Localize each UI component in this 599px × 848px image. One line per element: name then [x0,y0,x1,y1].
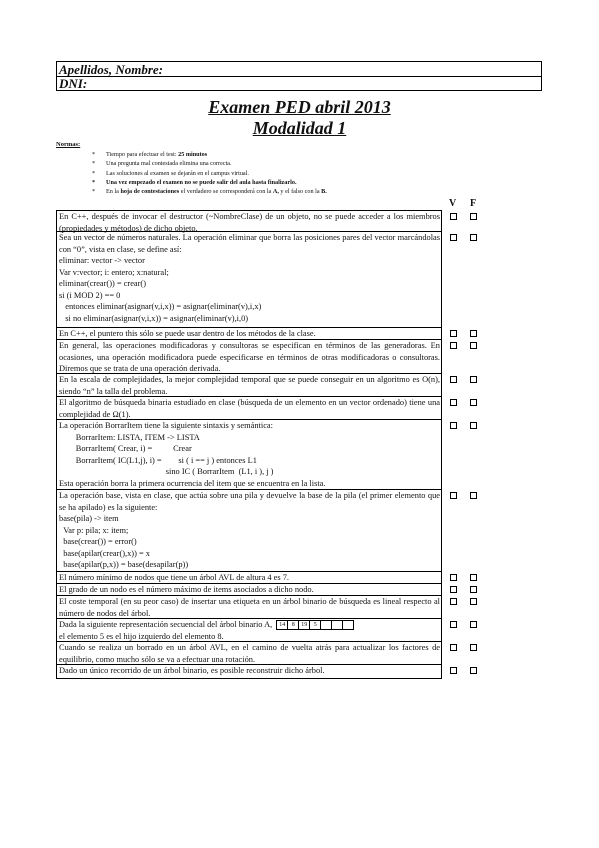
false-checkbox[interactable] [470,234,477,241]
question-row: El algoritmo de búsqueda binaria estudiado en clase (búsqueda de un elemento en un vector ordenado) tiene una complejidad de Ω(1). [56,397,442,420]
question-row: Dada la siguiente representación secuencial del árbol binario A, 14 8 19 5 el elemento 5 es el hijo izquierdo del elemento 8. [56,619,442,642]
true-checkbox[interactable] [450,667,457,674]
question-row: El grado de un nodo es el número máximo de items asociados a dicho nodo. [56,584,442,596]
true-checkbox[interactable] [450,399,457,406]
false-column-header: F [470,198,477,209]
true-checkbox[interactable] [450,342,457,349]
false-checkbox[interactable] [470,330,477,337]
question-row: La operación base, vista en clase, que actúa sobre una pila y devuelve la base de la pila (el primer elemento que se ha apilado) es la siguiente: base(pila) -> item Var p: pila; x: item; base(crear()) = error() base(apilar(crear(),x)) = x base(apilar(p,x)) = base(desapilar(p)) [56,490,442,572]
question-row: Sea un vector de números naturales. La operación eliminar que borra las posiciones pares del vector marcándolas con “0”, vista en clase, se define así: eliminar: vector -> vector Var v:vector; i: entero; x:natural; eliminar(crear()) = crear() si (i MOD 2) == 0 entonces eliminar(asignar(v,i,x)) = asignar(eliminar(v),i,x) si no eliminar(asignar(v,i,x)) = asignar(eliminar(v),i,0) [56,232,442,328]
rule-item: * Una vez empezado el examen no se puede salir del aula hasta finalizarlo. [92,178,297,186]
false-checkbox[interactable] [470,667,477,674]
true-checkbox[interactable] [450,644,457,651]
true-checkbox[interactable] [450,492,457,499]
false-checkbox[interactable] [470,213,477,220]
true-checkbox[interactable] [450,621,457,628]
question-row: En C++, el puntero this sólo se puede usar dentro de los métodos de la clase. [56,328,442,340]
questions-table [56,210,487,679]
dni-field-label: DNI: [59,76,88,91]
rule-item: * Tiempo para efectuar el test: 25 minutos [92,151,208,158]
question-row: En general, las operaciones modificadoras y consultoras se especifican en términos de las generadoras. En ocasiones, una operación modificadora puede especificarse en términos de otras modificadoras o consultoras. Diremos que se trata de una operación derivada. [56,340,442,374]
question-row: La operación BorrarItem tiene la siguiente sintaxis y semántica: BorrarItem: LISTA, ITEM -> LISTA BorrarItem( Crear, i) = Crear BorrarItem( IC(L1,j), i) = si ( i == j ) entonces L1 sino IC ( BorrarItem (L1, i ), j ) Esta operación borra la primera ocurrencia del item que se encuentra en la lista. [56,420,442,490]
false-checkbox[interactable] [470,376,477,383]
false-checkbox[interactable] [470,574,477,581]
exam-subtitle: Modalidad 1 [252,118,347,138]
false-checkbox[interactable] [470,399,477,406]
rule-item: * Las soluciones al examen se dejarán en el campus virtual. [92,169,249,177]
true-checkbox[interactable] [450,376,457,383]
true-column-header: V [449,198,457,209]
question-row: Cuando se realiza un borrado en un árbol AVL, en el camino de vuelta atrás para actualizar los factores de equilibrio, como mucho sólo se va a efectuar una rotación. [56,642,442,665]
question-row: En C++, después de invocar el destructor (~NombreClase) de un objeto, no se puede acceder a los miembros (propiedades y métodos) de dicho objeto. [56,210,442,232]
false-checkbox[interactable] [470,492,477,499]
false-checkbox[interactable] [470,586,477,593]
false-checkbox[interactable] [470,621,477,628]
rules-list [92,150,327,196]
tree-array-figure: 14 8 19 5 [276,620,354,630]
true-checkbox[interactable] [450,598,457,605]
rule-item: * Una pregunta mal contestada elimina una correcta. [92,160,232,168]
question-row: El número mínimo de nodos que tiene un árbol AVL de altura 4 es 7. [56,572,442,584]
question-row: Dado un único recorrido de un árbol binario, es posible reconstruir dicho árbol. [56,665,442,679]
false-checkbox[interactable] [470,422,477,429]
true-checkbox[interactable] [450,422,457,429]
exam-title: Examen PED abril 2013 [208,97,391,117]
true-checkbox[interactable] [450,234,457,241]
true-checkbox[interactable] [450,213,457,220]
question-row: El coste temporal (en su peor caso) de insertar una etiqueta en un árbol binario de búsqueda es lineal respecto al número de nodos del árbol. [56,596,442,619]
true-checkbox[interactable] [450,574,457,581]
question-row: En la escala de complejidades, la mejor complejidad temporal que se puede conseguir en un algoritmo es O(n), siendo “n” la talla del problema. [56,374,442,397]
header-divider [57,76,541,77]
student-header-box [56,61,542,91]
rules-heading: Normas: [56,141,81,148]
true-checkbox[interactable] [450,330,457,337]
false-checkbox[interactable] [470,644,477,651]
false-checkbox[interactable] [470,598,477,605]
false-checkbox[interactable] [470,342,477,349]
name-field-label: Apellidos, Nombre: [59,62,163,77]
true-checkbox[interactable] [450,586,457,593]
rule-item: * En la hoja de contestaciones el verdadero se corresponderá con la A, y el falso con la B. [92,188,327,196]
